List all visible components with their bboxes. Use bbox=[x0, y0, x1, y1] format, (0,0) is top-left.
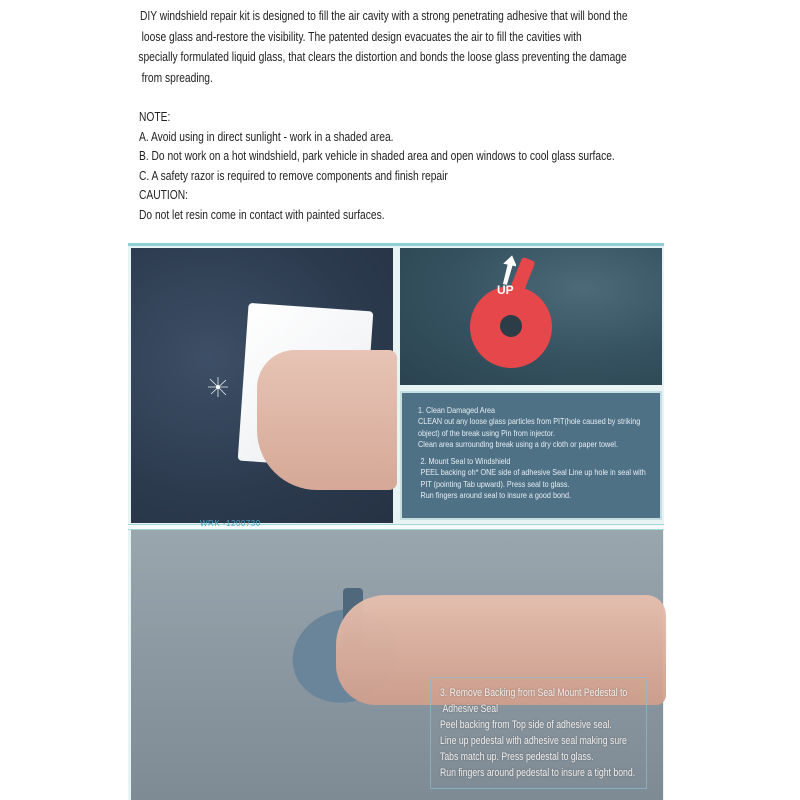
step2-line: Run fingers around seal to insure a good bond. bbox=[420, 490, 572, 501]
intro-line: from spreading. bbox=[141, 70, 213, 85]
steps-panel bbox=[400, 391, 662, 520]
step1-line: CLEAN out any loose glass particles from PIT(hole caused by striking bbox=[418, 416, 641, 427]
step1-line: Clean area surrounding break using a dry cloth or paper towel. bbox=[418, 438, 618, 449]
note-item: B. Do not work on a hot windshield, park vehicle in shaded area and open windows to cool glass surface. bbox=[139, 149, 615, 164]
frame-top-border bbox=[128, 243, 664, 246]
caution-heading: CAUTION: bbox=[139, 188, 188, 203]
note-item: C. A safety razor is required to remove components and finish repair bbox=[139, 168, 448, 183]
up-label: UP bbox=[497, 283, 514, 297]
glass-chip-icon bbox=[207, 376, 229, 398]
step2-line: PIT (pointing Tab upward). Press seal to glass. bbox=[420, 478, 570, 489]
note-heading: NOTE: bbox=[139, 110, 171, 124]
step3-line: Line up pedestal with adhesive seal making sure bbox=[440, 735, 627, 747]
intro-line: loose glass and-restore the visibility. The patented design evacuates the air to fill the cavities with bbox=[141, 29, 582, 44]
step3-line: Tabs match up. Press pedestal to glass. bbox=[440, 751, 594, 763]
seal-hole bbox=[500, 315, 522, 337]
note-item: A. Avoid using in direct sunlight - work in a shaded area. bbox=[139, 129, 394, 144]
step1-line: object) of the break using Pin from injector. bbox=[418, 427, 555, 438]
step3-title: 3. Remove Backing from Seal Mount Pedestal to bbox=[440, 687, 628, 699]
step3-line: Peel backing from Top side of adhesive seal. bbox=[440, 719, 612, 731]
intro-line: DIY windshield repair kit is designed to fill the air cavity with a strong penetrating adhesive that will bond the bbox=[140, 9, 628, 23]
notes-section bbox=[139, 108, 664, 226]
step2-title: 2. Mount Seal to Windshield bbox=[420, 456, 511, 467]
watermark: WRK -1200730 bbox=[200, 519, 261, 528]
up-arrow-icon bbox=[502, 255, 516, 285]
step3-line: Run fingers around pedestal to insure a tight bond. bbox=[440, 767, 636, 779]
intro-line: specially formulated liquid glass, that clears the distortion and bonds the loose glass preventing the damage bbox=[138, 50, 627, 64]
caution-text: Do not let resin come in contact with painted surfaces. bbox=[139, 207, 385, 222]
step2-line: PEEL backing oh* ONE side of adhesive Seal Line up hole in seal with bbox=[420, 467, 646, 478]
step3-title: Adhesive Seal bbox=[442, 703, 499, 715]
step3-caption bbox=[440, 685, 653, 781]
hand bbox=[257, 350, 397, 490]
intro-paragraph bbox=[140, 6, 657, 88]
step1-title: 1. Clean Damaged Area bbox=[418, 405, 496, 415]
